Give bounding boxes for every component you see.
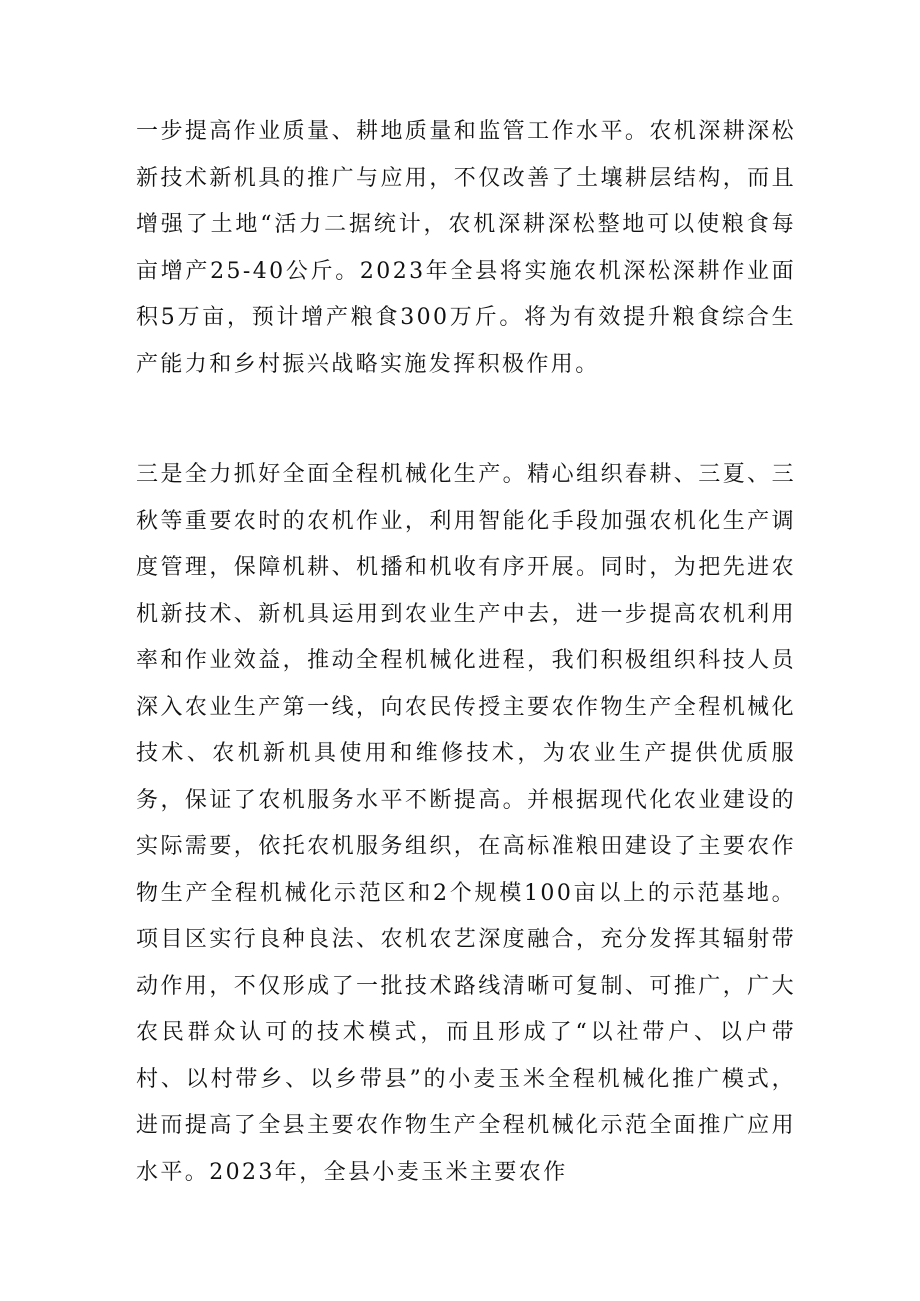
paragraph-full-mechanization: 三是全力抓好全面全程机械化生产。精心组织春耕、三夏、三秋等重要农时的农机作业，利用智能化手段加强农机化生产调度管理，保障机耕、机播和机收有序开展。同时，为把先进农机新技术、新机具运用到农业生产中去，进一步提高农机利用率和作业效益，推动全程机械化进程，我们积极组织科技人员深入农业生产第一线，向农民传授主要农作物生产全程机械化技术、农机新机具使用和维修技术，为农业生产提供优质服务，保证了农机服务水平不断提高。并根据现代化农业建设的实际需要，依托农机服务组织，在高标准粮田建设了主要农作物生产全程机械化示范区和2个规模100亩以上的示范基地。项目区实行良种良法、农机农艺深度融合，充分发挥其辐射带动作用，不仅形成了一批技术路线清晰可复制、可推广，广大农民群众认可的技术模式，而且形成了“以社带户、以户带村、以村带乡、以乡带县”的小麦玉米全程机械化推广模式，进而提高了全县主要农作物生产全程机械化示范全面推广应用水平。2023年，全县小麦玉米主要农作: [136, 462, 796, 1185]
paragraph-deep-tillage: 一步提高作业质量、耕地质量和监管工作水平。农机深耕深松新技术新机具的推广与应用，不仅改善了土壤耕层结构，而且增强了土地“活力二据统计，农机深耕深松整地可以使粮食每亩增产25-40公斤。2023年全县将实施农机深松深耕作业面积5万亩，预计增产粮食300万斤。将为有效提升粮食综合生产能力和乡村振兴战略实施发挥积极作用。: [136, 119, 796, 377]
